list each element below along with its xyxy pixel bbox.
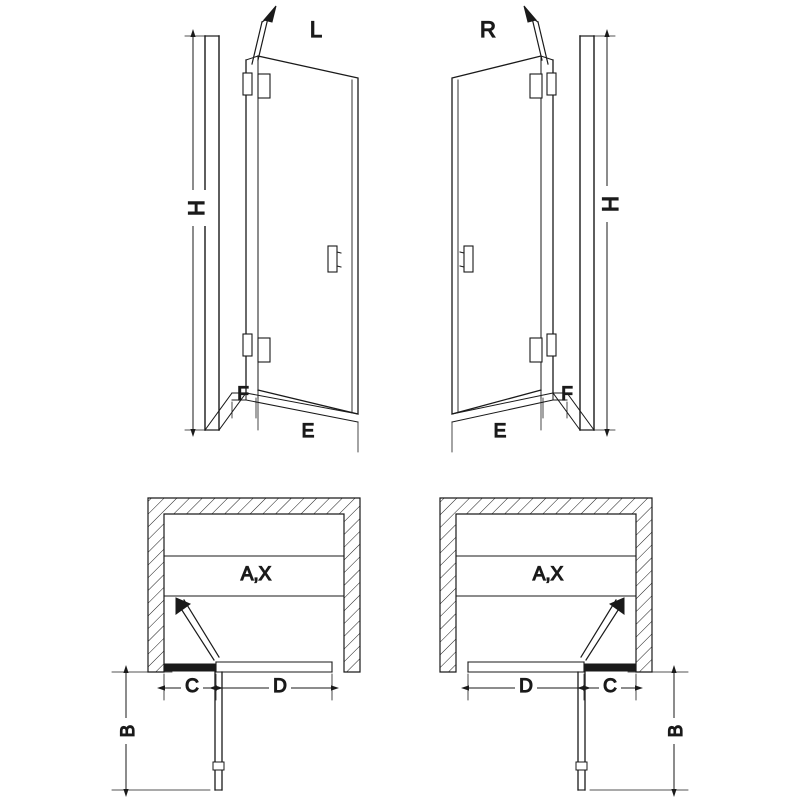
dimension-label-AX-plan-left: A,X — [240, 564, 272, 585]
dimension-label-H-right: H — [598, 196, 623, 212]
hand-label-left: L — [309, 17, 323, 42]
dimension-label-F-right: F — [561, 384, 573, 405]
dimension-chain-plan-left — [164, 674, 332, 700]
swing-arrow-left — [252, 6, 276, 64]
view-elevation-right — [452, 6, 623, 452]
swing-indicator-plan-left — [176, 598, 219, 660]
dimension-label-AX-plan-right: A,X — [532, 564, 564, 585]
dimension-H-right — [588, 36, 623, 430]
swing-arrow-right — [524, 6, 548, 64]
dimension-label-C-plan-left: C — [185, 676, 199, 697]
dimension-label-E-left: E — [301, 421, 315, 442]
dimension-chain-plan-right — [468, 674, 636, 700]
dimension-E-left — [258, 398, 358, 452]
view-plan-left — [112, 498, 360, 790]
dimension-label-E-right: E — [493, 421, 507, 442]
swing-indicator-plan-right — [581, 598, 624, 660]
dimension-label-D-plan-right: D — [519, 676, 533, 697]
dimension-H-left — [182, 36, 212, 430]
dimension-label-B-plan-left: B — [118, 724, 139, 738]
dimension-label-F-left: F — [237, 384, 249, 405]
dimension-label-B-plan-right: B — [666, 724, 687, 738]
view-elevation-left — [182, 6, 358, 452]
view-plan-right — [440, 498, 688, 790]
hand-label-right: R — [480, 17, 496, 42]
dimension-label-C-plan-right: C — [603, 676, 617, 697]
dimension-E-right — [452, 398, 541, 452]
dimension-label-D-plan-left: D — [273, 676, 287, 697]
dimension-label-H-left: H — [184, 200, 209, 216]
